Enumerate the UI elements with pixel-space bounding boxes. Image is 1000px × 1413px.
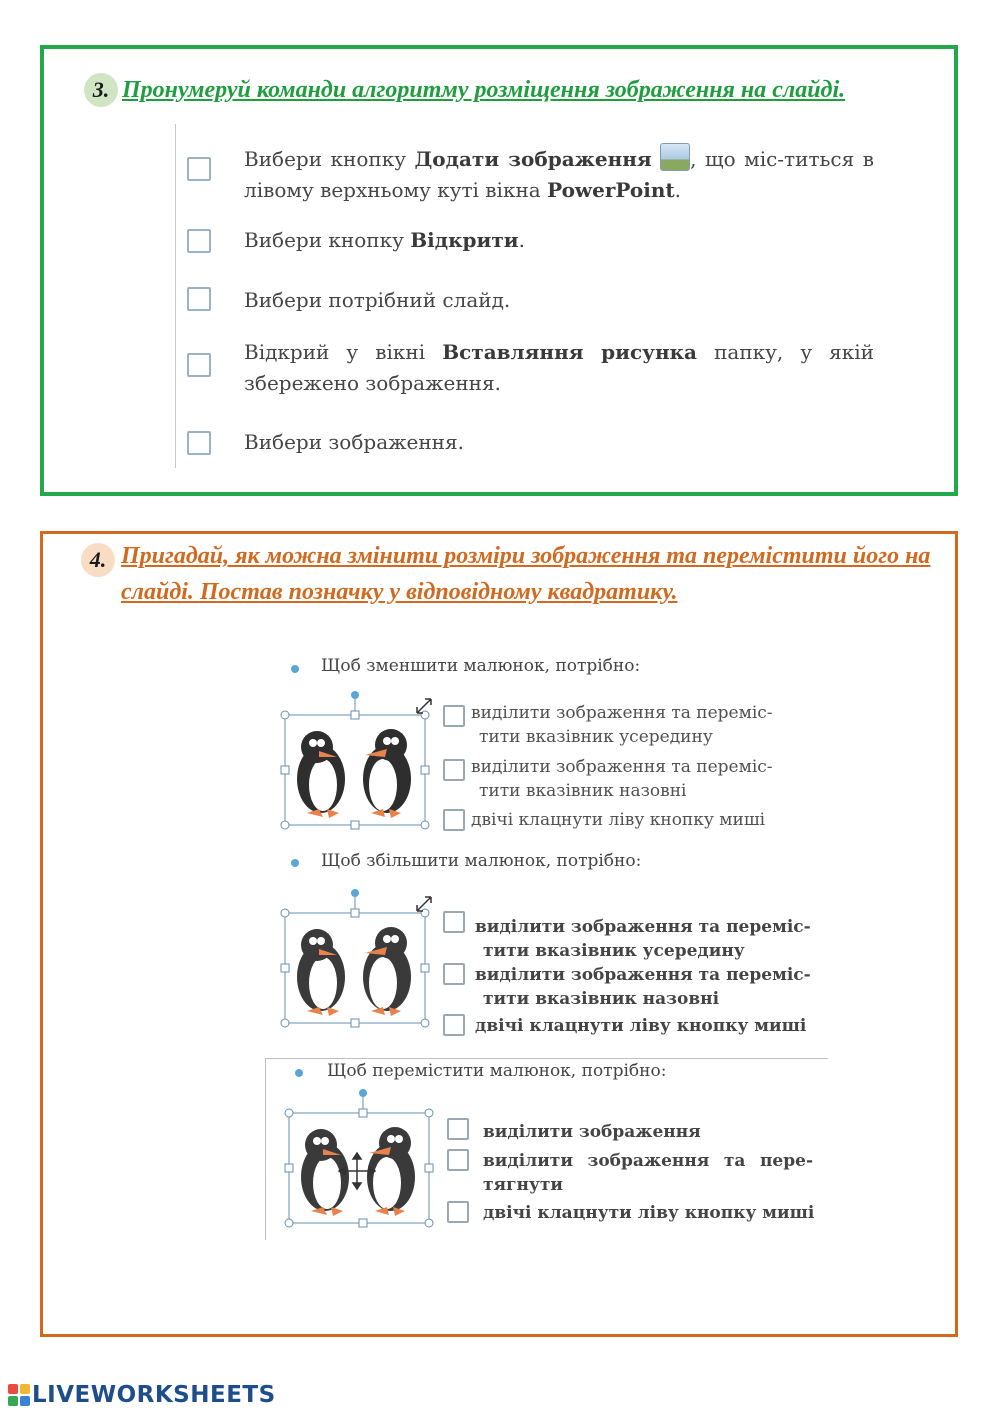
g3-opt1-text: виділити зображення bbox=[483, 1122, 701, 1142]
group-3-heading: Щоб перемістити малюнок, потрібно: bbox=[327, 1061, 667, 1081]
penguins-selected-move bbox=[283, 1089, 439, 1229]
g2-opt3-checkbox[interactable] bbox=[443, 1014, 465, 1036]
task-3-divider bbox=[175, 124, 176, 468]
g3-opt2-line2: тягнути bbox=[483, 1175, 563, 1195]
footer-brand: LIVEWORKSHEETS bbox=[32, 1382, 276, 1408]
g1-opt2-text bbox=[471, 755, 773, 803]
penguin-pair-illustration bbox=[281, 889, 429, 1027]
step-4-text-a: Відкрий у вікні bbox=[244, 340, 443, 364]
step-2-bold: Відкрити bbox=[410, 228, 519, 252]
group-3-frame-left bbox=[265, 1058, 266, 1240]
step-4-bold: Вставляння рисунка bbox=[442, 340, 697, 364]
g3-opt2-text bbox=[483, 1149, 813, 1173]
step-3-text: Вибери потрібний слайд. bbox=[244, 288, 511, 312]
g1-opt1-line2: тити вказівник усередину bbox=[479, 727, 713, 747]
task-3-panel bbox=[40, 45, 958, 496]
step-4-text-b: папку, у якій збережено зображення. bbox=[244, 340, 875, 395]
task-4-title: Пригадай, як можна змінити розміри зображення та перемістити його на слайді. Постав позначку у відповідному квадратику. bbox=[121, 543, 931, 605]
g1-opt2-line1: виділити зображення та переміс- bbox=[471, 757, 773, 777]
task-4-number: 4. bbox=[81, 543, 115, 577]
g2-opt2-line1: виділити зображення та переміс- bbox=[475, 965, 811, 985]
g1-opt3-text: двічі клацнути ліву кнопку миші bbox=[471, 810, 766, 830]
group-3-frame-top bbox=[265, 1058, 828, 1059]
group-3-bullet bbox=[295, 1069, 303, 1077]
step-3-checkbox[interactable] bbox=[187, 287, 211, 311]
g3-opt2-text-cont bbox=[483, 1173, 563, 1197]
g2-opt2-text bbox=[475, 963, 811, 1011]
step-1-bold-2: PowerPoint bbox=[547, 178, 675, 202]
g1-opt1-checkbox[interactable] bbox=[443, 705, 465, 727]
group-2-heading: Щоб збільшити малюнок, потрібно: bbox=[321, 851, 642, 871]
step-2-text bbox=[244, 225, 874, 256]
g1-opt2-line2: тити вказівник назовні bbox=[479, 781, 687, 801]
penguin-pair-illustration bbox=[281, 691, 429, 829]
step-2-checkbox[interactable] bbox=[187, 229, 211, 253]
task-4-panel bbox=[40, 531, 958, 1337]
group-1-bullet bbox=[291, 665, 299, 673]
g3-opt2-line1: виділити зображення та пере- bbox=[483, 1151, 813, 1171]
liveworksheets-logo[interactable] bbox=[8, 1382, 276, 1408]
g3-opt1-checkbox[interactable] bbox=[447, 1118, 469, 1140]
group-1-heading: Щоб зменшити малюнок, потрібно: bbox=[321, 656, 641, 676]
step-4-checkbox[interactable] bbox=[187, 353, 211, 377]
step-1-text-b: , що міс-титься в лівому верхньому куті вікна bbox=[244, 147, 874, 202]
g1-opt1-text bbox=[471, 701, 773, 749]
penguins-selected-shrink bbox=[279, 691, 435, 831]
g2-opt3-text: двічі клацнути ліву кнопку миші bbox=[475, 1016, 807, 1036]
logo-blocks-icon bbox=[8, 1384, 30, 1406]
step-4-text bbox=[244, 337, 874, 399]
task-3-title: Пронумеруй команди алгоритму розміщення зображення на слайді. bbox=[122, 77, 846, 103]
g2-opt2-line2: тити вказівник назовні bbox=[483, 989, 720, 1009]
task-3-number: 3. bbox=[84, 73, 118, 107]
step-1-text bbox=[244, 143, 874, 206]
g3-opt3-checkbox[interactable] bbox=[447, 1201, 469, 1223]
g2-opt2-checkbox[interactable] bbox=[443, 963, 465, 985]
insert-image-icon bbox=[660, 143, 690, 171]
g2-opt1-line1: виділити зображення та переміс- bbox=[475, 917, 811, 937]
g1-opt3-checkbox[interactable] bbox=[443, 809, 465, 831]
step-2-text-a: Вибери кнопку bbox=[244, 228, 411, 252]
g3-opt3-text: двічі клацнути ліву кнопку миші bbox=[483, 1203, 815, 1223]
penguins-selected-enlarge bbox=[279, 889, 435, 1029]
g1-opt1-line1: виділити зображення та переміс- bbox=[471, 703, 773, 723]
step-1-bold: Додати зображення bbox=[414, 147, 652, 171]
step-2-text-b: . bbox=[518, 228, 525, 252]
g2-opt1-checkbox[interactable] bbox=[443, 911, 465, 933]
g2-opt1-text bbox=[475, 915, 811, 963]
group-2-bullet bbox=[291, 859, 299, 867]
g3-opt2-checkbox[interactable] bbox=[447, 1149, 469, 1171]
step-5-checkbox[interactable] bbox=[187, 431, 211, 455]
step-1-text-a: Вибери кнопку bbox=[244, 147, 415, 171]
step-1-text-end: . bbox=[674, 178, 681, 202]
step-5-text: Вибери зображення. bbox=[244, 430, 464, 454]
g1-opt2-checkbox[interactable] bbox=[443, 759, 465, 781]
step-1-checkbox[interactable] bbox=[187, 157, 211, 181]
g2-opt1-line2: тити вказівник усередину bbox=[483, 941, 745, 961]
